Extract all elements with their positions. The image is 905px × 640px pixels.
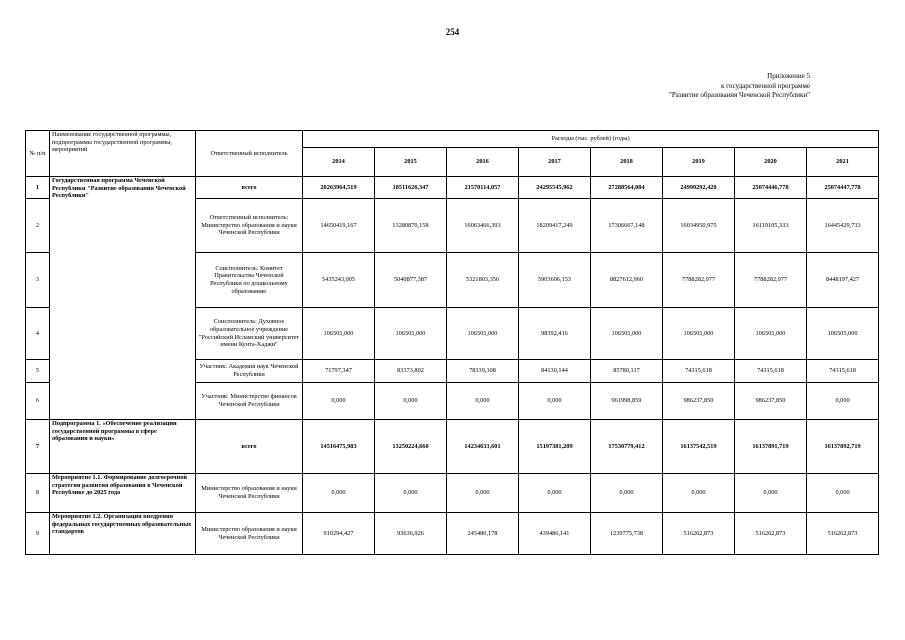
- row-number: 5: [26, 360, 50, 383]
- expense-value: 93636,926: [375, 513, 447, 555]
- expense-value: 74315,618: [663, 360, 735, 383]
- expense-value: 0,000: [663, 474, 735, 513]
- table-body: [26, 177, 879, 555]
- expense-value: 74315,618: [807, 360, 879, 383]
- expense-value: 16445429,733: [807, 199, 879, 253]
- expense-value: 25074447,778: [807, 177, 879, 199]
- expense-value: 13280870,158: [375, 199, 447, 253]
- expense-value: 98392,416: [519, 308, 591, 360]
- executor-cell: всего: [196, 177, 303, 199]
- executor-cell: Участник: Министерство финансов Чеченской Республики: [196, 383, 303, 420]
- row-number: 8: [26, 474, 50, 513]
- appendix-line-1: Приложение 5: [767, 72, 810, 80]
- expense-value: 85780,117: [591, 360, 663, 383]
- expense-value: 16034950,975: [663, 199, 735, 253]
- appendix-line-2: к государственной программе: [721, 81, 810, 90]
- row-number: 1: [26, 177, 50, 199]
- expense-value: 516262,873: [735, 513, 807, 555]
- expense-value: 16119105,333: [735, 199, 807, 253]
- expense-value: 0,000: [447, 474, 519, 513]
- expense-value: 21570114,057: [447, 177, 519, 199]
- expense-value: 8827612,960: [591, 253, 663, 308]
- header-year: 2017: [519, 148, 591, 177]
- expense-value: 0,000: [447, 383, 519, 420]
- expense-value: 516262,873: [663, 513, 735, 555]
- expense-value: 74315,618: [735, 360, 807, 383]
- expense-value: 986237,850: [735, 383, 807, 420]
- executor-cell: всего: [196, 420, 303, 474]
- header-year: 2018: [591, 148, 663, 177]
- executor-cell: Ответственный исполнитель: Министерство образования и науки Чеченской Республики: [196, 199, 303, 253]
- expense-value: 245480,178: [447, 513, 519, 555]
- expense-value: 0,000: [519, 474, 591, 513]
- program-name: Мероприятие 1.2. Организация внедрения федеральных государственных образовательных стандартов: [50, 513, 196, 555]
- expense-value: 7788282,977: [735, 253, 807, 308]
- table-row: [26, 513, 879, 555]
- header-year: 2020: [735, 148, 807, 177]
- appendix-line-3: "Развитие образования Чеченской Республики": [669, 91, 810, 99]
- expense-value: 14234633,601: [447, 420, 519, 474]
- row-number: 3: [26, 253, 50, 308]
- expense-value: 15197381,209: [519, 420, 591, 474]
- expense-value: 16137891,719: [735, 420, 807, 474]
- expense-value: 27288564,084: [591, 177, 663, 199]
- row-number: 2: [26, 199, 50, 253]
- expense-value: 24295545,962: [519, 177, 591, 199]
- expense-value: 16137892,719: [807, 420, 879, 474]
- expense-value: 0,000: [375, 474, 447, 513]
- expense-value: 84130,144: [519, 360, 591, 383]
- expense-value: 1239775,738: [591, 513, 663, 555]
- header-num: № п/п: [26, 131, 50, 177]
- page-number: 254: [445, 27, 460, 37]
- expense-value: 20263964,519: [303, 177, 375, 199]
- row-number: 9: [26, 513, 50, 555]
- expense-value: 24990292,420: [663, 177, 735, 199]
- expense-value: 13250224,660: [375, 420, 447, 474]
- expense-value: 106505,000: [735, 308, 807, 360]
- header-executor: Ответственный исполнитель: [196, 131, 303, 177]
- expense-value: 18511626,347: [375, 177, 447, 199]
- table-row: [26, 474, 879, 513]
- expense-value: 16063466,393: [447, 199, 519, 253]
- table-row: [26, 420, 879, 474]
- expense-value: 16137542,519: [663, 420, 735, 474]
- header-year: 2014: [303, 148, 375, 177]
- expense-value: 439486,141: [519, 513, 591, 555]
- header-name: Наименование государственной программы, подпрограммы государственной программы, мероприятий: [50, 131, 196, 177]
- appendix-caption: [669, 72, 810, 101]
- header-expenses: Расходы (тыс. рублей) (годы): [303, 131, 879, 148]
- expense-value: 106505,000: [807, 308, 879, 360]
- program-name: Подпрограмма 1. «Обеспечение реализации государственной программы в сфере образования и науки»: [50, 420, 196, 474]
- expenses-table: [25, 130, 879, 555]
- expense-value: 17530779,412: [591, 420, 663, 474]
- expense-value: 17306667,148: [591, 199, 663, 253]
- executor-cell: Министерство образования и науки Чеченской Республики: [196, 474, 303, 513]
- expense-value: 25074446,778: [735, 177, 807, 199]
- header-year: 2019: [663, 148, 735, 177]
- row-number: 4: [26, 308, 50, 360]
- expense-value: 106505,000: [663, 308, 735, 360]
- program-name: Мероприятие 1.1. Формирование долгосрочной стратегии развития образования в Чеченской Республике до 2025 года: [50, 474, 196, 513]
- executor-cell: Участник: Академия наук Чеченской Республики: [196, 360, 303, 383]
- expense-value: 106505,000: [591, 308, 663, 360]
- expense-value: 106505,000: [375, 308, 447, 360]
- expense-value: 0,000: [519, 383, 591, 420]
- header-year: 2016: [447, 148, 519, 177]
- expense-value: 5040877,387: [375, 253, 447, 308]
- expense-value: 0,000: [303, 383, 375, 420]
- executor-cell: Соисполнитель: Духовное образовательное учреждение "Российский Исламский университет имени Кунта-Хаджи": [196, 308, 303, 360]
- expense-value: 0,000: [735, 474, 807, 513]
- expense-value: 14516475,983: [303, 420, 375, 474]
- expense-value: 5321803,356: [447, 253, 519, 308]
- expense-value: 83373,802: [375, 360, 447, 383]
- expense-value: 0,000: [807, 474, 879, 513]
- expense-value: 7788282,977: [663, 253, 735, 308]
- expense-value: 18209417,249: [519, 199, 591, 253]
- expense-value: 986237,850: [663, 383, 735, 420]
- table-row: [26, 177, 879, 199]
- executor-cell: Министерство образования и науки Чеченской Республики: [196, 513, 303, 555]
- expense-value: 8448197,427: [807, 253, 879, 308]
- expense-value: 106505,000: [447, 308, 519, 360]
- header-year: 2021: [807, 148, 879, 177]
- expense-value: 5435243,005: [303, 253, 375, 308]
- expense-value: 5903606,153: [519, 253, 591, 308]
- expense-value: 0,000: [807, 383, 879, 420]
- expense-value: 961998,859: [591, 383, 663, 420]
- expense-value: 106505,000: [303, 308, 375, 360]
- expense-value: 0,000: [303, 474, 375, 513]
- expense-value: 910294,427: [303, 513, 375, 555]
- expense-value: 71797,347: [303, 360, 375, 383]
- executor-cell: Соисполнитель: Комитет Правительства Чеченской Республики по дошкольному образованию: [196, 253, 303, 308]
- expense-value: 14650419,167: [303, 199, 375, 253]
- row-number: 7: [26, 420, 50, 474]
- expense-value: 516262,873: [807, 513, 879, 555]
- expense-value: 0,000: [375, 383, 447, 420]
- row-number: 6: [26, 383, 50, 420]
- expense-value: 0,000: [591, 474, 663, 513]
- expense-value: 78339,308: [447, 360, 519, 383]
- program-name: Государственная программа Чеченской Республики "Развитие образования Чеченской Республики": [50, 177, 196, 420]
- header-year: 2015: [375, 148, 447, 177]
